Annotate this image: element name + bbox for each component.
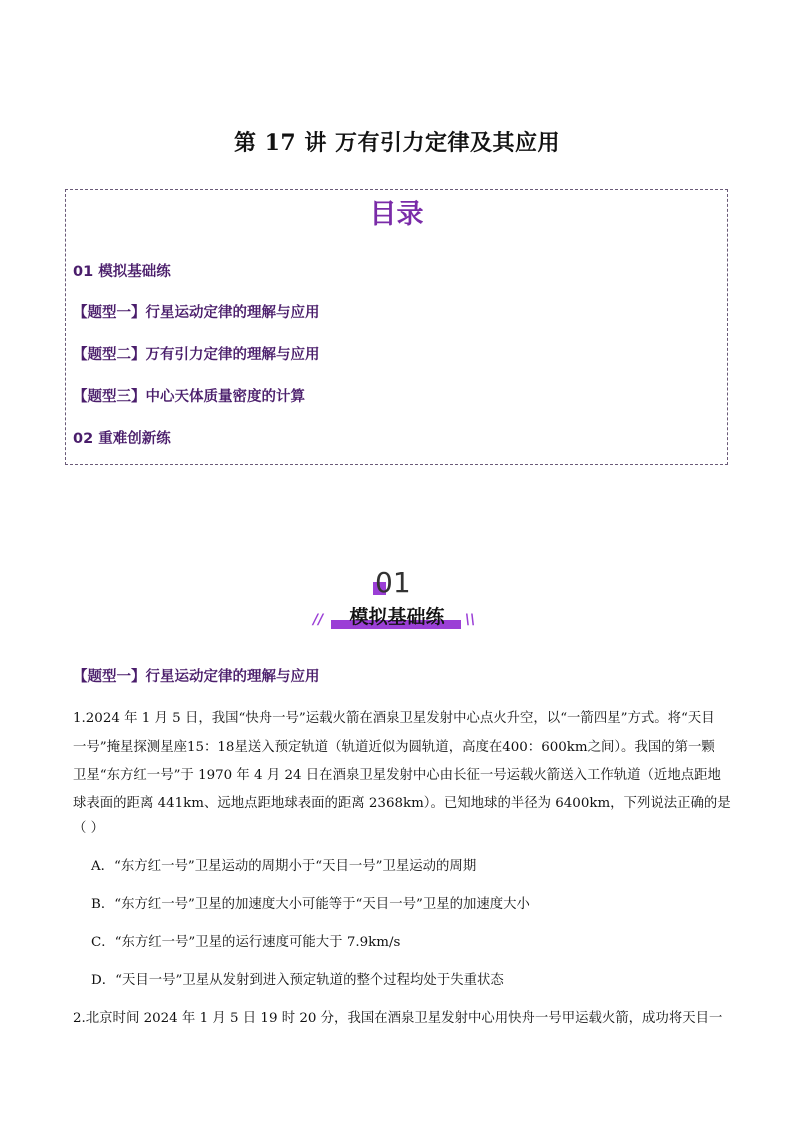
banner-slash-left: //: [313, 612, 324, 628]
section-banner: [297, 566, 497, 636]
question1-line-2: 一号”掩星探测星座15：18星送入预定轨道（轨道近似为圆轨道，高度在400：600km之间）。我国的第一颗: [73, 740, 715, 755]
table-of-contents: [65, 189, 728, 465]
page-title: 第 17 讲 万有引力定律及其应用: [233, 130, 561, 156]
question1-line-4: 球表面的距离 441km、远地点距地球表面的距离 2368km）。已知地球的半径为 6400km，下列说法正确的是: [73, 796, 731, 811]
toc-heading: 目录: [369, 199, 424, 230]
question1-option-d[interactable]: D．“天目一号”卫星从发射到进入预定轨道的整个过程均处于失重状态: [91, 973, 504, 988]
toc-item-type-two[interactable]: 【题型二】万有引力定律的理解与应用: [73, 347, 320, 363]
question1-line-3: 卫星“东方红一号”于 1970 年 4 月 24 日在酒泉卫星发射中心由长征一号运载火箭送入工作轨道（近地点距地: [73, 768, 721, 783]
toc-item-type-three[interactable]: 【题型三】中心天体质量密度的计算: [73, 389, 305, 405]
toc-item-advanced-practice[interactable]: 02 重难创新练: [73, 431, 171, 447]
toc-item-type-one[interactable]: 【题型一】行星运动定律的理解与应用: [73, 305, 320, 321]
toc-item-basic-practice[interactable]: 01 模拟基础练: [73, 264, 171, 280]
banner-slash-right: \\: [465, 612, 476, 628]
question1-option-a[interactable]: A．“东方红一号”卫星运动的周期小于“天目一号”卫星运动的周期: [91, 859, 477, 874]
section-label: 模拟基础练: [349, 606, 445, 628]
question-type-heading: 【题型一】行星运动定律的理解与应用: [73, 669, 320, 685]
question1-line-1: 1.2024 年 1 月 5 日，我国“快舟一号”运载火箭在酒泉卫星发射中心点火升空，以“一箭四星”方式。将“天目: [73, 711, 715, 726]
question1-answer-blank: （ ）: [73, 821, 105, 836]
section-number: 01: [375, 566, 411, 599]
question1-option-c[interactable]: C．“东方红一号”卫星的运行速度可能大于 7.9km/s: [91, 935, 401, 950]
question2-line-1: 2.北京时间 2024 年 1 月 5 日 19 时 20 分，我国在酒泉卫星发射中心用快舟一号甲运载火箭，成功将天目一: [73, 1011, 723, 1026]
question1-option-b[interactable]: B．“东方红一号”卫星的加速度大小可能等于“天目一号”卫星的加速度大小: [91, 897, 530, 912]
